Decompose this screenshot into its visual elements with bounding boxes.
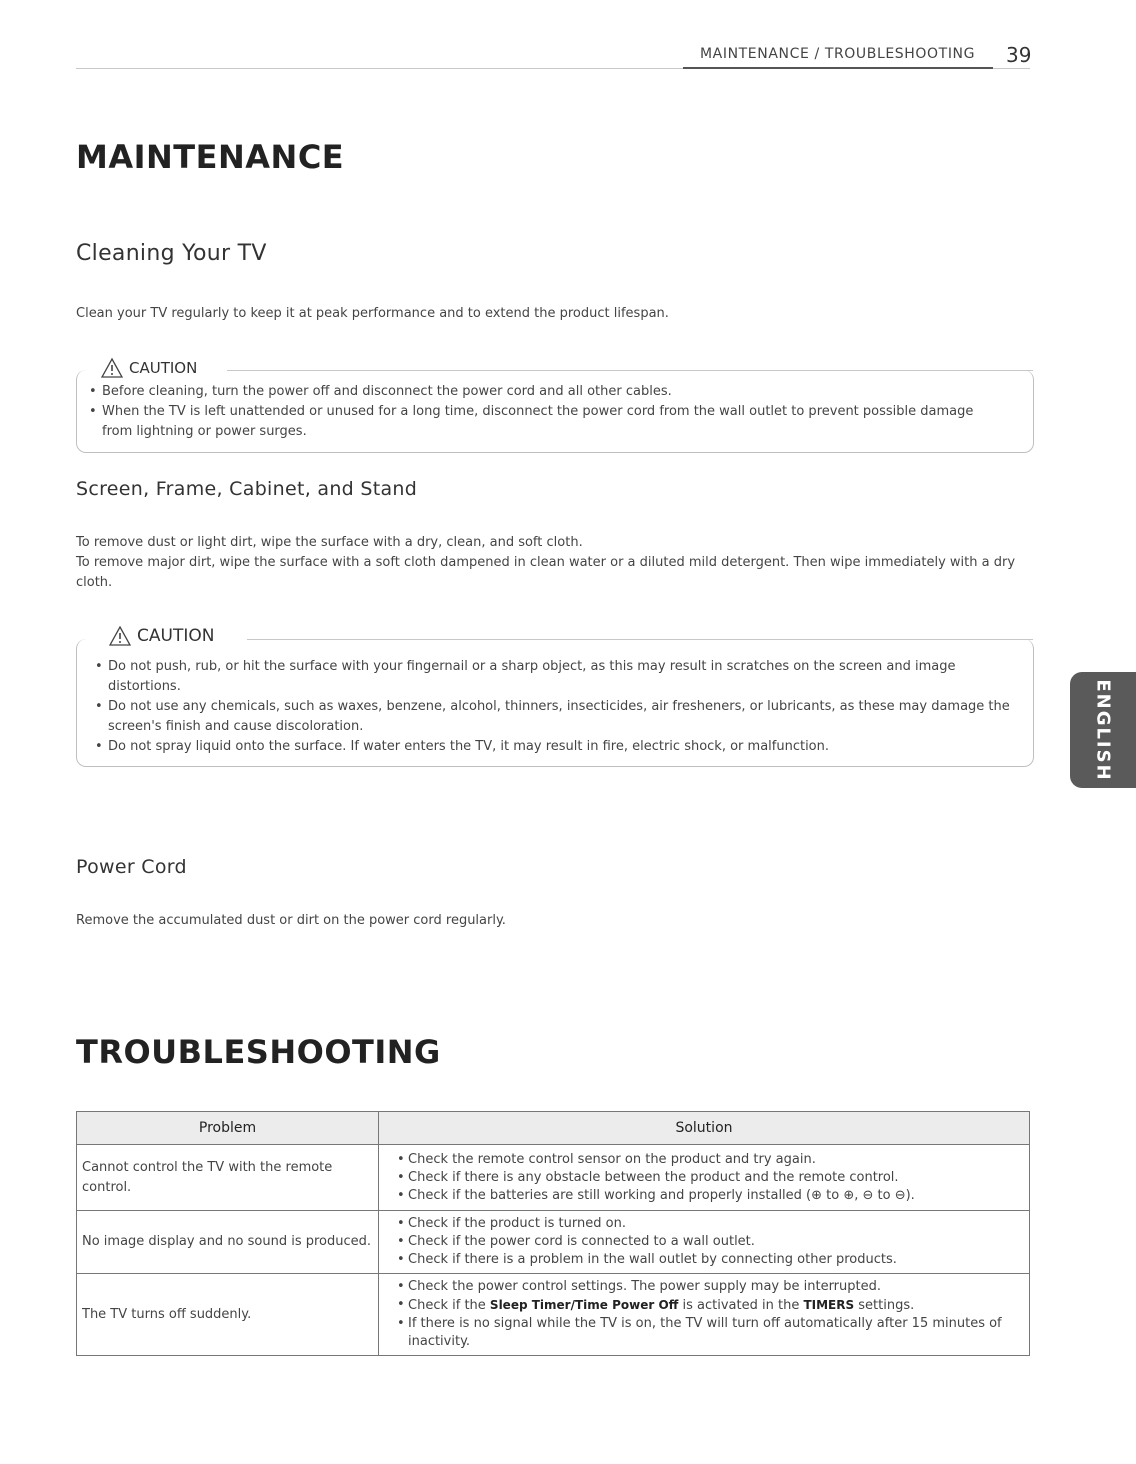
solution-cell	[379, 1274, 1030, 1356]
column-header-solution: Solution	[379, 1112, 1030, 1145]
problem-cell: The TV turns off suddenly.	[77, 1274, 379, 1356]
solution-list	[379, 1147, 1029, 1209]
solution-item	[397, 1296, 1029, 1315]
language-tab	[1070, 672, 1136, 788]
solution-item: • If there is no signal while the TV is on, the TV will turn off automatically after 15 minutes of inactivity.	[397, 1315, 1029, 1351]
table-header-row	[77, 1112, 1030, 1145]
language-tab-label: ENGLISH	[1092, 678, 1114, 782]
column-header-problem: Problem	[77, 1112, 379, 1145]
caution-label: CAUTION	[137, 626, 215, 646]
caution-heading	[101, 358, 207, 378]
solution-list	[379, 1274, 1029, 1355]
solution-item: • Check if the product is turned on.	[397, 1215, 1029, 1233]
caution-item: • Do not push, rub, or hit the surface with your fingernail or a sharp object, as this may result in scratches on the screen and image distortions.	[93, 657, 1013, 697]
power-cord-text: Remove the accumulated dust or dirt on the power cord regularly.	[76, 913, 506, 928]
solution-item: • Check the remote control sensor on the product and try again.	[397, 1151, 1029, 1169]
warning-icon	[109, 626, 131, 646]
power-cord-title: Power Cord	[76, 856, 187, 878]
troubleshooting-table	[76, 1111, 1030, 1356]
setting-name: Sleep Timer/Time Power Off	[489, 1298, 679, 1312]
solution-text: Check if the	[408, 1298, 486, 1313]
screen-para-2: To remove major dirt, wipe the surface with a soft cloth dampened in clean water or a diluted mild detergent. Then wipe immediately with a dry cloth.	[76, 555, 1016, 590]
cleaning-title: Cleaning Your TV	[76, 241, 267, 266]
solution-text: settings.	[858, 1298, 915, 1313]
table-row	[77, 1211, 1030, 1274]
caution-label: CAUTION	[129, 359, 198, 377]
header-rule	[683, 67, 993, 69]
caution-list	[93, 657, 1013, 757]
solution-item: • Check if there is a problem in the wall outlet by connecting other products.	[397, 1251, 1029, 1269]
caution-item: • Before cleaning, turn the power off and disconnect the power cord and all other cables.	[87, 382, 1007, 402]
caution-heading	[109, 626, 224, 646]
caution-box-screen	[76, 626, 1034, 767]
problem-cell: Cannot control the TV with the remote control.	[77, 1145, 379, 1211]
solution-cell	[379, 1211, 1030, 1274]
menu-name: TIMERS	[803, 1298, 855, 1312]
solution-list	[379, 1211, 1029, 1273]
screen-title: Screen, Frame, Cabinet, and Stand	[76, 478, 418, 500]
warning-icon	[101, 358, 123, 378]
troubleshooting-title: TROUBLESHOOTING	[76, 1033, 441, 1071]
caution-item: • Do not spray liquid onto the surface. If water enters the TV, it may result in fire, electric shock, or malfunction.	[93, 737, 1013, 757]
solution-item: • Check if the power cord is connected to a wall outlet.	[397, 1233, 1029, 1251]
problem-cell: No image display and no sound is produced.	[77, 1211, 379, 1274]
maintenance-title: MAINTENANCE	[76, 138, 345, 176]
solution-item: • Check if the batteries are still working and properly installed (⊕ to ⊕, ⊖ to ⊖).	[397, 1187, 1029, 1205]
solution-item: • Check the power control settings. The power supply may be interrupted.	[397, 1278, 1029, 1296]
caution-box-cleaning	[76, 359, 1034, 453]
page-number: 39	[1006, 43, 1032, 67]
solution-item: • Check if there is any obstacle between the product and the remote control.	[397, 1169, 1029, 1187]
running-head: MAINTENANCE / TROUBLESHOOTING	[700, 46, 976, 62]
cleaning-intro: Clean your TV regularly to keep it at peak performance and to extend the product lifespan.	[76, 306, 669, 321]
table-row	[77, 1145, 1030, 1211]
screen-para-1: To remove dust or light dirt, wipe the surface with a dry, clean, and soft cloth.	[76, 535, 583, 550]
solution-cell	[379, 1145, 1030, 1211]
table-row	[77, 1274, 1030, 1356]
caution-list	[87, 382, 1007, 442]
solution-text: is activated in the	[682, 1298, 800, 1313]
caution-item: • When the TV is left unattended or unused for a long time, disconnect the power cord from the wall outlet to prevent possible damage from lightning or power surges.	[87, 402, 1007, 442]
caution-item: • Do not use any chemicals, such as waxes, benzene, alcohol, thinners, insecticides, air fresheners, or lubricants, as these may damage the screen's finish and cause discoloration.	[93, 697, 1013, 737]
